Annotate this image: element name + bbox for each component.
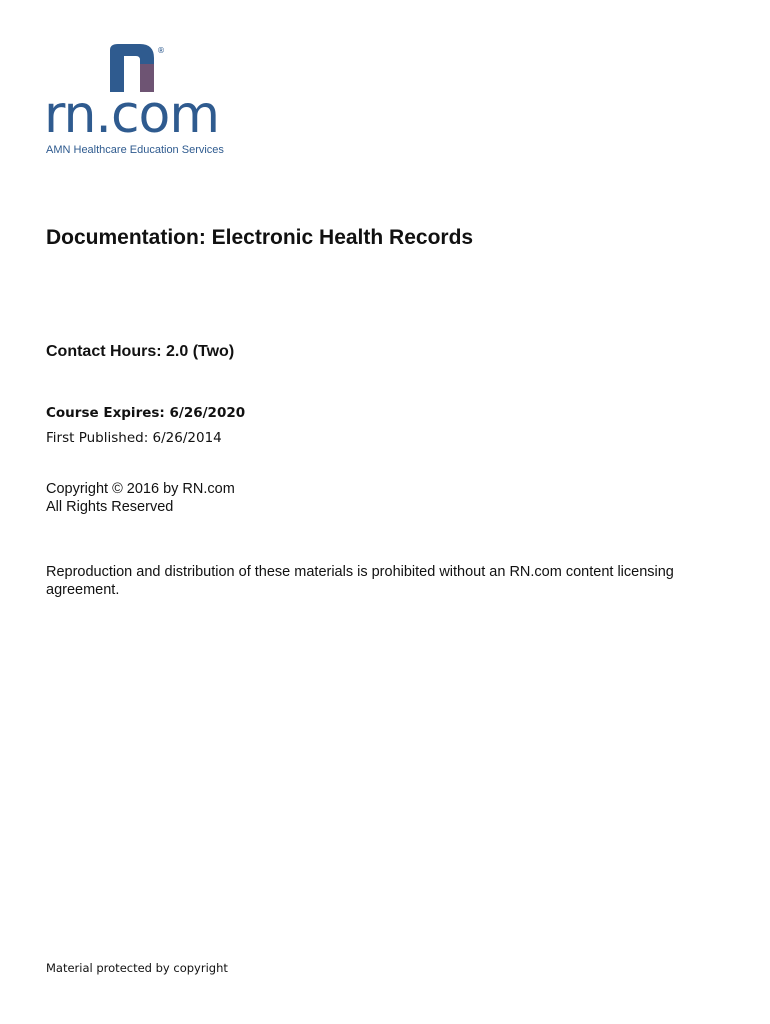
document-title: Documentation: Electronic Health Records [46, 226, 474, 249]
contact-hours: Contact Hours: 2.0 (Two) [46, 343, 235, 360]
copyright-line: Copyright © 2016 by RN.com [46, 481, 235, 497]
logo-tagline: AMN Healthcare Education Services [46, 144, 224, 156]
footer-notice: Material protected by copyright [46, 961, 228, 975]
rn-logo [44, 44, 224, 160]
first-published: First Published: 6/26/2014 [46, 430, 222, 446]
rights-reserved-line: All Rights Reserved [46, 499, 174, 515]
copyright-block [46, 480, 235, 516]
logo-wordmark: rn.com [44, 85, 220, 145]
reproduction-notice: Reproduction and distribution of these materials is prohibited without an RN.com content licensing agreement. [46, 564, 674, 598]
course-expires: Course Expires: 6/26/2020 [46, 405, 246, 421]
registered-mark: ® [157, 46, 165, 55]
